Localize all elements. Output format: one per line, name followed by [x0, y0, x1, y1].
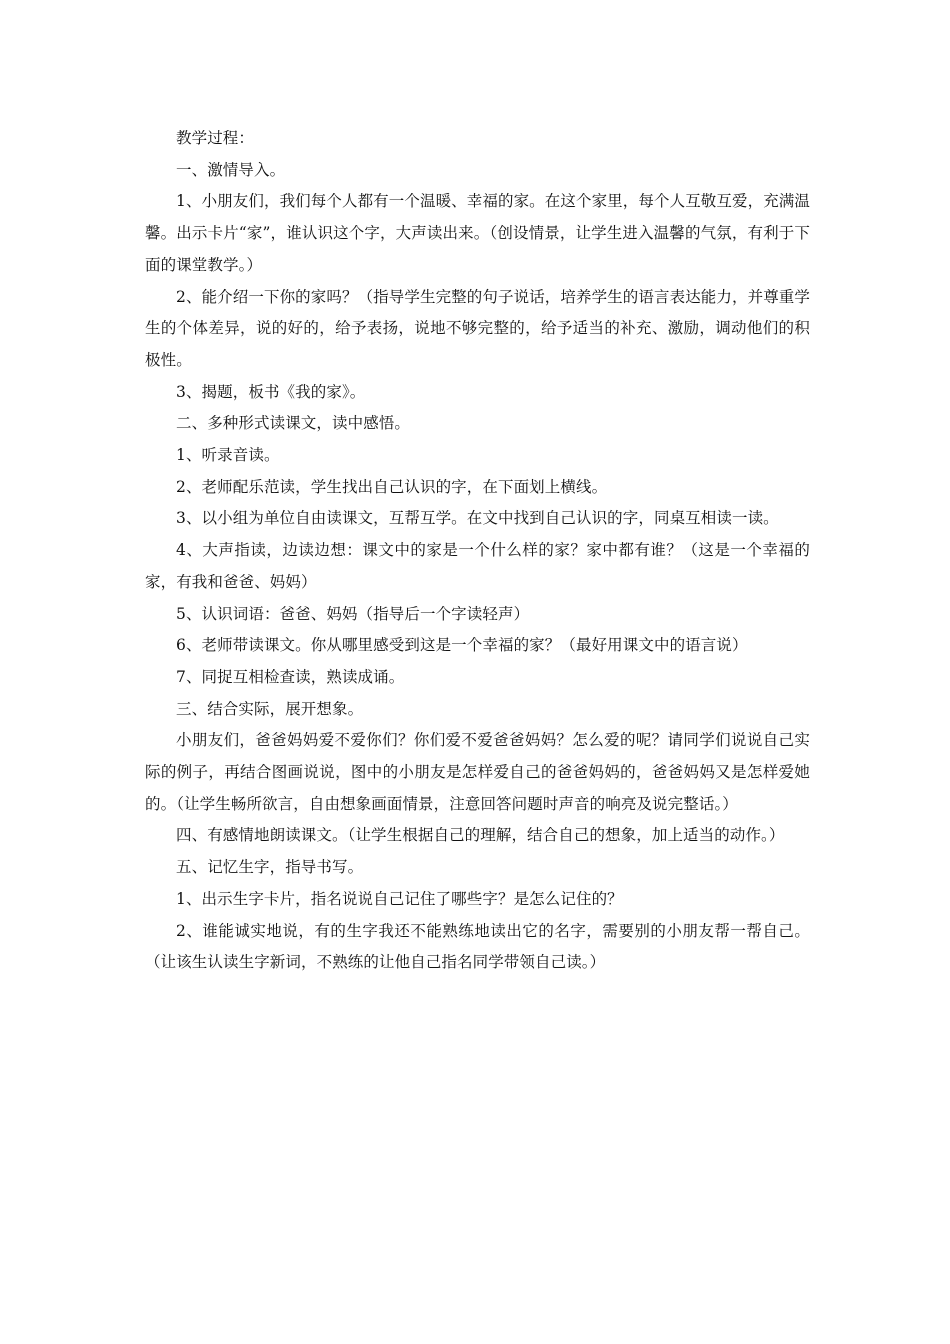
paragraph: 3、以小组为单位自由读课文，互帮互学。在文中找到自己认识的字，同桌互相读一读。 — [176, 509, 779, 528]
section-heading-teaching-process: 教学过程： — [176, 129, 255, 147]
section-heading-4: 四、有感情地朗读课文。（让学生根据自己的理解，结合自己的想象，加上适当的动作。） — [176, 826, 785, 845]
paragraph: 4、大声指读，边读边想：课文中的家是一个什么样的家？家中都有谁？（这是一个幸福的家，有我和爸爸、妈妈） — [145, 541, 810, 591]
paragraph: 2、能介绍一下你的家吗？（指导学生完整的句子说话，培养学生的语言表达能力，并尊重学生的个体差异，说的好的，给予表扬，说地不够完整的，给予适当的补充、激励，调动他们的积极性。 — [145, 287, 810, 369]
paragraph: 5、认识词语：爸爸、妈妈（指导后一个字读轻声） — [176, 604, 530, 623]
paragraph: 7、同捉互相检查读，熟读成诵。 — [176, 667, 405, 686]
paragraph: 1、出示生字卡片，指名说说自己记住了哪些字？是怎么记住的？ — [176, 889, 623, 908]
paragraph: 1、听录音读。 — [176, 446, 280, 465]
section-heading-2: 二、多种形式读课文，读中感悟。 — [176, 414, 411, 433]
section-heading-5: 五、记忆生字，指导书写。 — [176, 858, 364, 877]
paragraph: 2、谁能诚实地说，有的生字我还不能熟练地读出它的名字，需要别的小朋友帮一帮自己。（让该生认读生字新词，不熟练的让他自己指名同学带领自己读。） — [145, 921, 810, 972]
section-heading-1: 一、激情导入。 — [176, 160, 286, 179]
paragraph: 2、老师配乐范读，学生找出自己认识的字，在下面划上横线。 — [176, 477, 608, 496]
paragraph: 小朋友们，爸爸妈妈爱不爱你们？你们爱不爱爸爸妈妈？怎么爱的呢？请同学们说说自己实际的例子，再结合图画说说，图中的小朋友是怎样爱自己的爸爸妈妈的，爸爸妈妈又是怎样爱她的。（让学生畅所欲言，自由想象画面情景，注意回答问题时声音的响亮及说完整话。） — [145, 731, 810, 813]
paragraph: 3、揭题，板书《我的家》。 — [176, 382, 366, 401]
paragraph: 1、小朋友们，我们每个人都有一个温暖、幸福的家。在这个家里，每个人互敬互爱，充满温馨。出示卡片“家”，谁认识这个字，大声读出来。（创设情景，让学生进入温馨的气氛，有利于下面的课堂教学。） — [145, 192, 810, 274]
document-page — [145, 123, 810, 979]
paragraph: 6、老师带读课文。你从哪里感受到这是一个幸福的家？（最好用课文中的语言说） — [176, 636, 748, 655]
section-heading-3: 三、结合实际，展开想象。 — [176, 699, 364, 718]
